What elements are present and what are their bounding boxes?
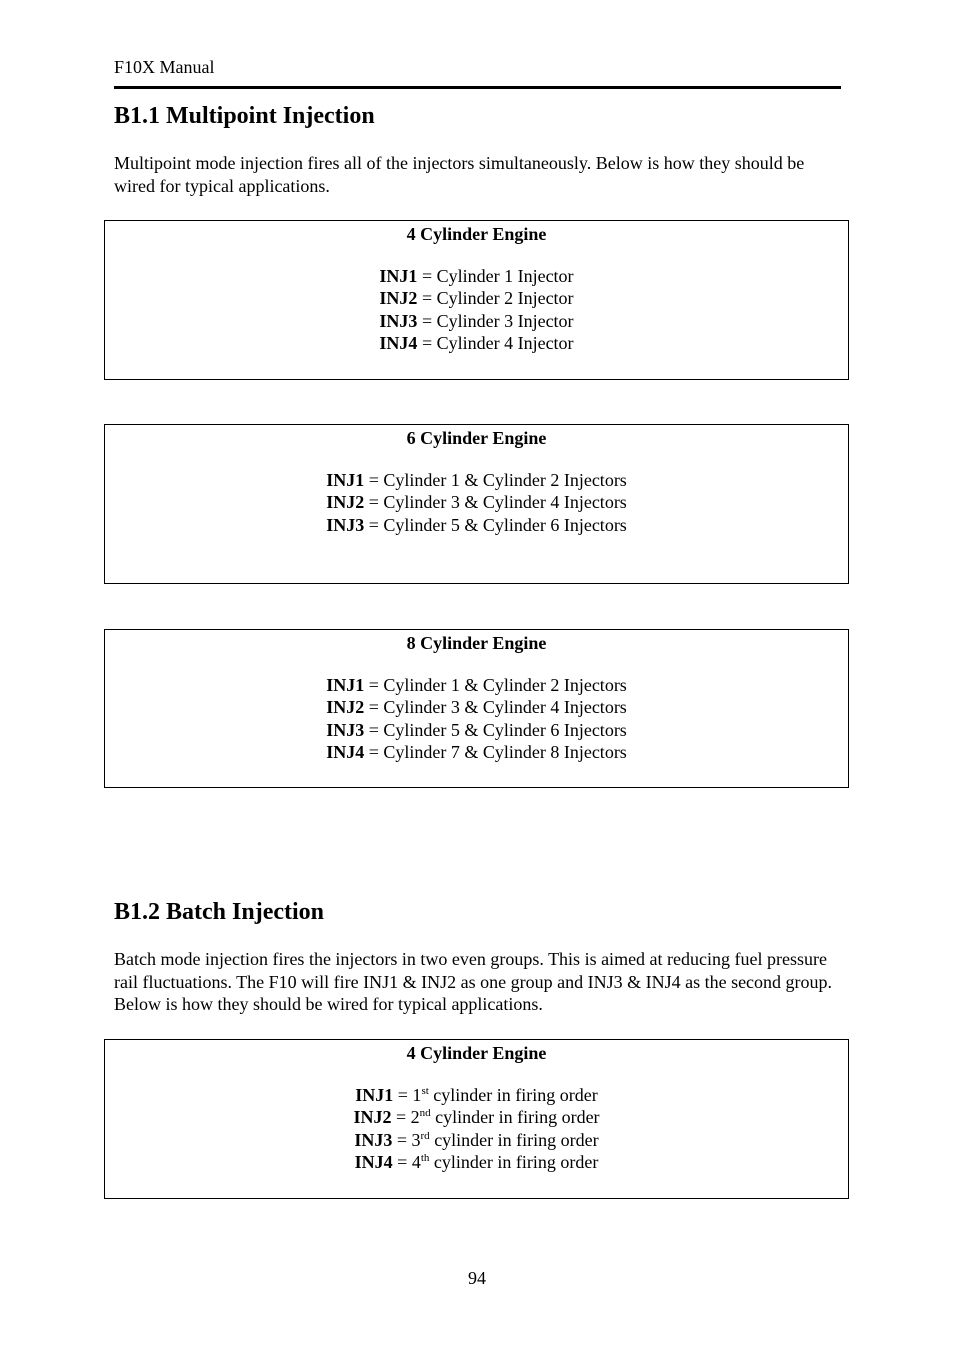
wiring-line: INJ4 = Cylinder 7 & Cylinder 8 Injectors [326, 741, 627, 762]
wiring-line: INJ3 = Cylinder 5 & Cylinder 6 Injectors [326, 514, 627, 535]
box-title: 6 Cylinder Engine [406, 428, 547, 448]
multipoint-6cyl-box [104, 424, 849, 584]
wiring-line: INJ1 = Cylinder 1 & Cylinder 2 Injectors [326, 675, 627, 695]
page-number: 94 [468, 1268, 486, 1288]
box-title: 8 Cylinder Engine [406, 633, 547, 653]
section-heading-multipoint: B1.1 Multipoint Injection [114, 103, 375, 129]
document-header: F10X Manual [114, 57, 215, 77]
multipoint-4cyl-box [104, 220, 849, 380]
firing-order-line: INJ2 = 2nd cylinder in firing order [353, 1107, 600, 1128]
wiring-line: INJ1 = Cylinder 1 & Cylinder 2 Injectors [326, 470, 627, 490]
batch-intro: Batch mode injection fires the injectors in two even groups. This is aimed at reducing fuel pressure rail fluctuations. The F10 will fire INJ1 & INJ2 as one group and INJ3 & INJ4 as the second group. Below is how they should be wired for typical applications. [114, 949, 833, 1014]
box-title: 4 Cylinder Engine [406, 1043, 547, 1063]
multipoint-8cyl-box [104, 629, 849, 788]
wiring-line: INJ3 = Cylinder 3 Injector [379, 310, 574, 331]
header-rule [114, 86, 841, 89]
section-heading-batch: B1.2 Batch Injection [114, 899, 324, 925]
firing-order-line: INJ3 = 3rd cylinder in firing order [354, 1129, 599, 1150]
wiring-line: INJ2 = Cylinder 3 & Cylinder 4 Injectors [326, 697, 627, 718]
box-title: 4 Cylinder Engine [406, 224, 547, 244]
firing-order-line: INJ1 = 1st cylinder in firing order [355, 1085, 598, 1105]
wiring-line: INJ4 = Cylinder 4 Injector [379, 332, 574, 353]
firing-order-line: INJ4 = 4th cylinder in firing order [354, 1151, 599, 1172]
wiring-line: INJ3 = Cylinder 5 & Cylinder 6 Injectors [326, 719, 627, 740]
batch-4cyl-box [104, 1039, 849, 1199]
wiring-line: INJ2 = Cylinder 2 Injector [379, 288, 574, 309]
wiring-line: INJ1 = Cylinder 1 Injector [379, 266, 574, 286]
wiring-line: INJ2 = Cylinder 3 & Cylinder 4 Injectors [326, 492, 627, 513]
multipoint-intro: Multipoint mode injection fires all of the injectors simultaneously. Below is how they should be wired for typical applications. [114, 153, 805, 196]
